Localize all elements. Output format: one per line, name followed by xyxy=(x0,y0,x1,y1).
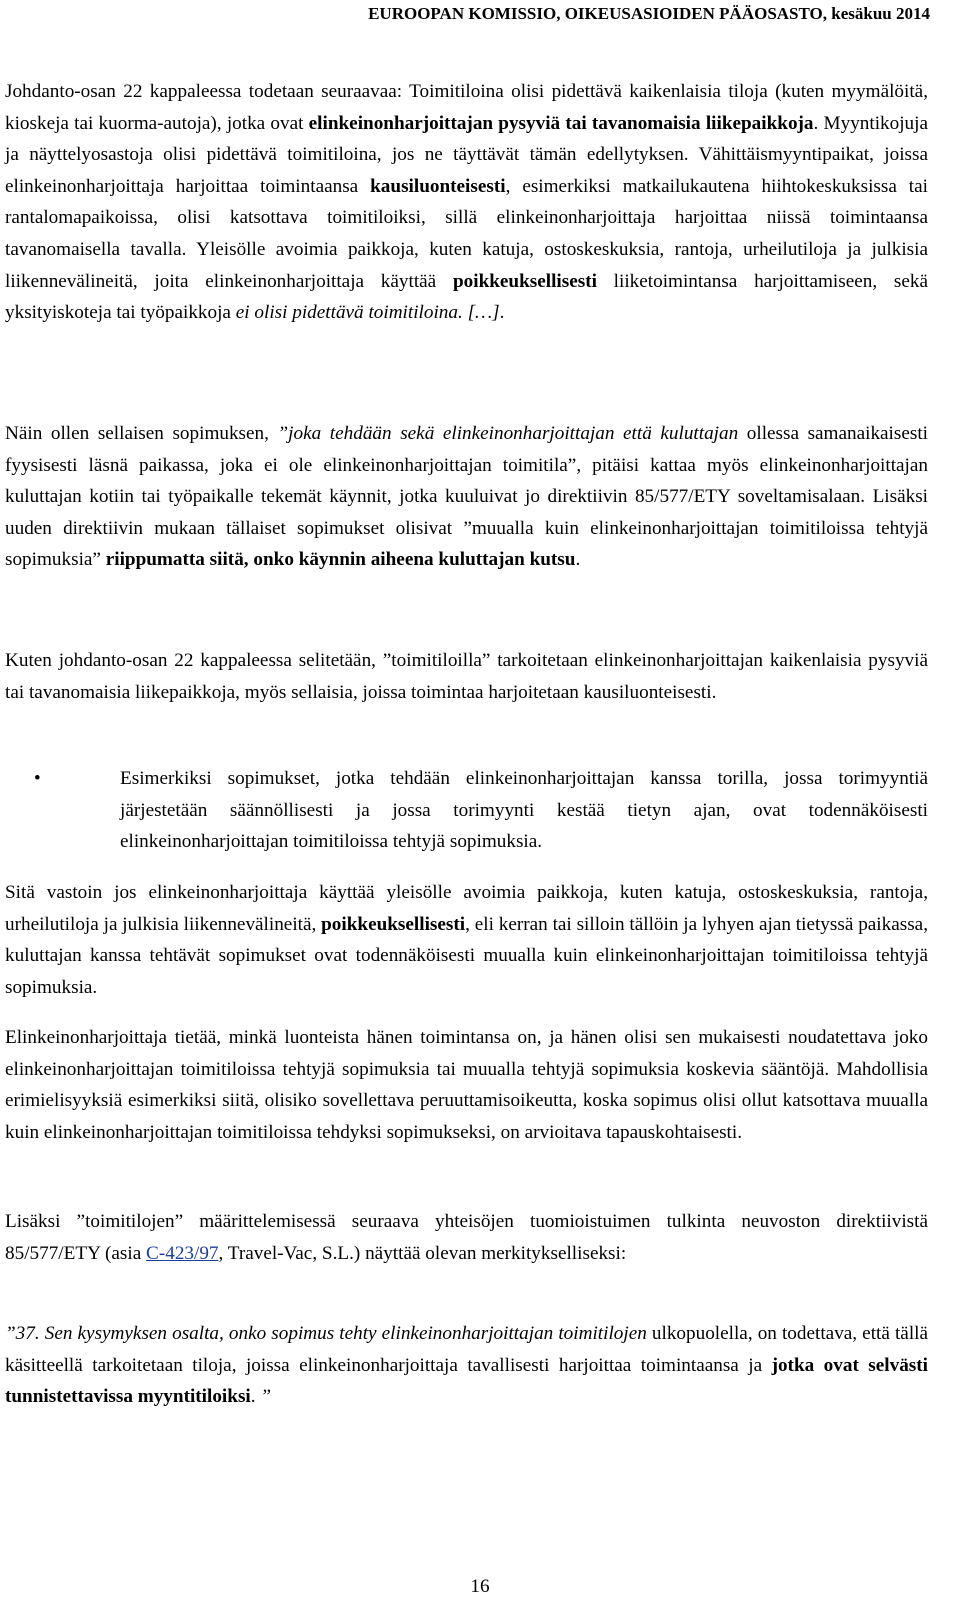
bold-text: elinkeinonharjoittajan pysyviä tai tavanomaisia liikepaikkoja xyxy=(308,112,814,134)
text: , eli kerran tai silloin tällöin ja lyhyen ajan tietyssä paikassa, kuluttajan kanssa tehtävät sopimukset ovat todennäköisesti muualla kuin elinkeinonharjoittajan toimitiloissa tehtyjä sopimuksia. xyxy=(5,913,928,998)
text: Esimerkiksi sopimukset, jotka tehdään elinkeinonharjoittajan kanssa torilla, jossa torimyyntiä järjestetään säännöllisesti ja jossa torimyynti kestää tietyn ajan, ovat todennäköisesti elinkeinonharjoittajan toimitiloissa tehtyjä sopimuksia. xyxy=(120,768,928,853)
bold-text: riippumatta siitä, onko käynnin aiheena kuluttajan kutsu xyxy=(105,549,576,571)
paragraph-court-interpretation xyxy=(5,1206,928,1269)
bold-text: poikkeuksellisesti xyxy=(321,913,466,935)
text: . Myyntikojuja ja näyttelyosastoja olisi pidettävä toimitiloina, jos ne täyttävät tämän edellytyksen. Vähittäismyyntipaikat, joissa elinkeinonharjoittaja harjoittaa toimintaansa xyxy=(5,112,929,197)
bold-text: jotka ovat selvästi tunnistettavissa myyntitiloiksi xyxy=(5,1354,928,1408)
text: Näin ollen sellaisen sopimuksen, xyxy=(5,423,278,444)
case-link[interactable]: C-423/97 xyxy=(146,1242,219,1264)
text: . xyxy=(499,302,505,324)
italic-text: ”joka tehdään sekä elinkeinonharjoittajan että kuluttajan xyxy=(277,423,739,444)
italic-text: ”37. Sen kysymyksen osalta, onko sopimus tehty elinkeinonharjoittajan toimitilojen xyxy=(5,1323,647,1344)
text: Lisäksi ”toimitilojen” määrittelemisessä seuraava yhteisöjen tuomioistuimen tulkinta neuvoston direktiivistä 85/577/ETY (asia xyxy=(5,1211,928,1264)
bold-text: kausiluonteisesti xyxy=(370,175,506,197)
bullet-item-market-example xyxy=(120,763,928,858)
paragraph-court-quote xyxy=(5,1318,928,1413)
paragraph-business-premises xyxy=(5,645,928,708)
bold-text: poikkeuksellisesti xyxy=(452,270,597,292)
text: . xyxy=(250,1386,261,1408)
text: Elinkeinonharjoittaja tietää, minkä luonteista hänen toimintansa on, ja hänen olisi sen mukaisesti noudatettava joko elinkeinonharjoittajan toimitiloissa tehtyjä sopimuksia tai muualla tehtyjä sopimuksia koskevia sääntöjä. Mahdollisia erimielisyyksiä esimerkiksi siitä, olisiko sovellettava peruuttamisoikeutta, koska sopimus olisi ollut katsottava muualla kuin elinkeinonharjoittajan toimitiloissa tehdyksi sopimukseksi, on arvioitava tapauskohtaisesti. xyxy=(5,1027,928,1143)
italic-text: ei olisi pidettävä toimitiloina. […] xyxy=(235,302,500,324)
text: Johdanto-osan 22 kappaleessa todetaan seuraavaa: Toimitiloina olisi pidettävä kaikenlaisia tiloja (kuten myymälöitä, kioskeja tai kuorma-autoja), jotka ovat xyxy=(5,81,928,134)
text: ollessa samanaikaisesti fyysisesti läsnä paikassa, joka ei ole elinkeinonharjoittajan toimitila”, pitäisi kattaa myös elinkeinonharjoittajan kuluttajan kotiin tai työpaikalle tekemät käynnit, jotka kuuluivat jo direktiivin 85/577/ETY soveltamisalaan. Lisäksi uuden direktiivin mukaan tällaiset sopimukset olisivat ”muualla kuin elinkeinonharjoittajan toimitiloissa tehtyjä sopimuksia” xyxy=(5,423,928,571)
text: ulkopuolella, on todettava, että tällä käsitteellä tarkoitetaan tiloja, joissa elinkeinonharjoittaja tavallisesti harjoittaa toimintaansa ja xyxy=(5,1323,928,1376)
text: liiketoimintansa harjoittamiseen, sekä yksityiskoteja tai työpaikkoja xyxy=(5,270,928,324)
bullet-icon: • xyxy=(34,768,41,789)
paragraph-public-places xyxy=(5,877,928,1003)
text: . xyxy=(575,549,581,571)
paragraph-contract-definition xyxy=(5,418,928,576)
text: Kuten johdanto-osan 22 kappaleessa selitetään, ”toimitiloilla” tarkoitetaan elinkeinonharjoittajan kaikenlaisia pysyviä tai tavanomaisia liikepaikkoja, myös sellaisia, joissa toimintaa harjoitetaan kausiluonteisesti. xyxy=(5,650,928,703)
page-number: 16 xyxy=(470,1576,490,1597)
text: , esimerkiksi matkailukautena hiihtokeskuksissa tai rantalomapaikoissa, olisi katsottava toimitiloiksi, sillä elinkeinonharjoittaja harjoittaa niissä toimintaansa tavanomaisella tavalla. Yleisölle avoimia paikkoja, kuten katuja, ostoskeskuksia, rantoja, urheilutiloja ja julkisia liikennevälineitä, joita elinkeinonharjoittaja käyttää xyxy=(5,175,928,292)
paragraph-trader-knowledge xyxy=(5,1022,928,1148)
italic-text: ” xyxy=(260,1386,272,1408)
paragraph-recital-22-quote xyxy=(5,76,928,329)
text: , Travel-Vac, S.L.) näyttää olevan merkitykselliseksi: xyxy=(218,1242,627,1264)
text: Sitä vastoin jos elinkeinonharjoittaja käyttää yleisölle avoimia paikkoja, kuten katuja, ostoskeskuksia, rantoja, urheilutiloja ja julkisia liikennevälineitä, xyxy=(5,882,928,935)
page-header: EUROOPAN KOMISSIO, OIKEUSASIOIDEN PÄÄOSASTO, kesäkuu 2014 xyxy=(368,4,930,23)
